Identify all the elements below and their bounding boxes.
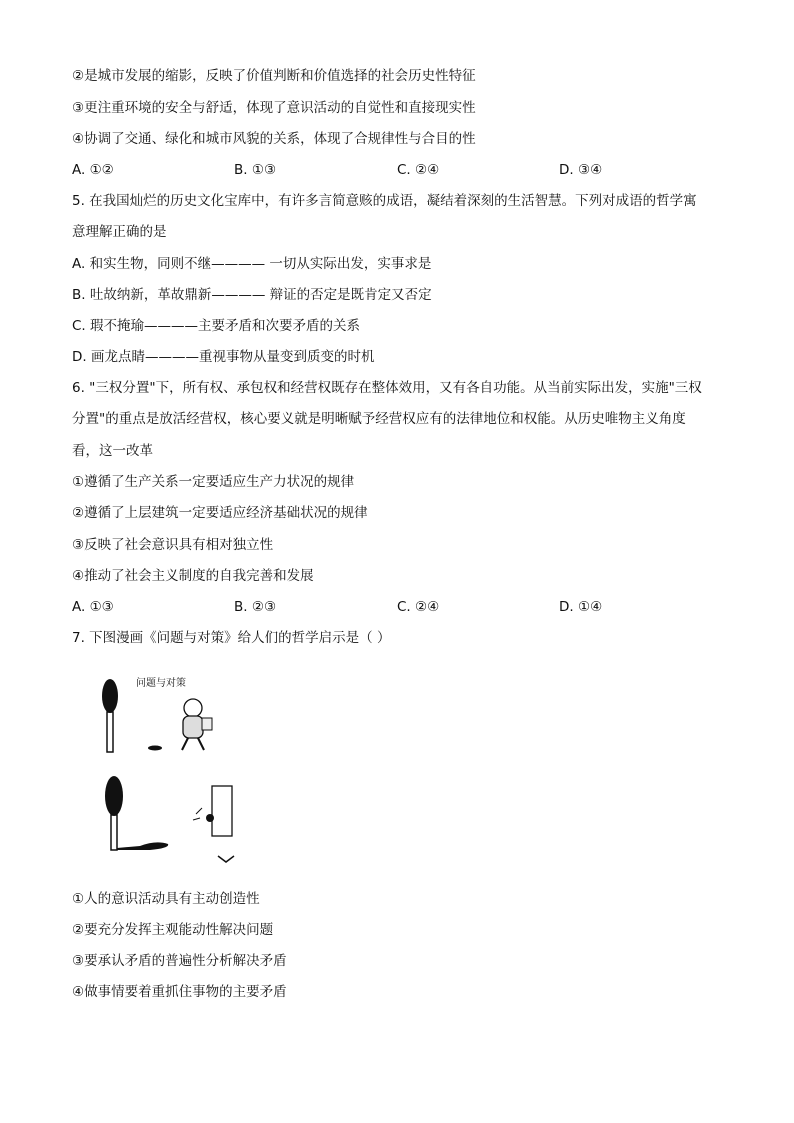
q6-stem-line-1: 6. "三权分置"下，所有权、承包权和经营权既存在整体效用，又有各自功能。从当前实际出发，实施"三权	[72, 380, 702, 396]
q4-statement-2: ②是城市发展的缩影，反映了价值判断和价值选择的社会历史性特征	[72, 68, 476, 84]
man-avoiding-icon	[193, 786, 234, 862]
q6-statement-4: ④推动了社会主义制度的自我完善和发展	[72, 568, 314, 584]
q5-option-c: C. 瑕不掩瑜————主要矛盾和次要矛盾的关系	[72, 318, 361, 334]
q4-statement-3: ③更注重环境的安全与舒适，体现了意识活动的自觉性和直接现实性	[72, 100, 476, 116]
q7-statement-2: ②要充分发挥主观能动性解决问题	[72, 922, 274, 938]
q7-stem: 7. 下图漫画《问题与对策》给人们的哲学启示是（ ）	[72, 630, 391, 646]
q4-option-b: B. ①③	[234, 162, 277, 178]
man-walking-icon	[182, 699, 212, 750]
q6-option-b: B. ②③	[234, 599, 277, 615]
cartoon-problem-and-solution	[90, 658, 250, 876]
q5-option-d: D. 画龙点睛————重视事物从量变到质变的时机	[72, 349, 375, 365]
tree-1-crown	[102, 679, 118, 713]
tree-1-trunk	[107, 712, 113, 752]
q6-statement-1: ①遵循了生产关系一定要适应生产力状况的规律	[72, 474, 355, 490]
tree-2-crown	[105, 776, 123, 816]
q6-statement-3: ③反映了社会意识具有相对独立性	[72, 537, 274, 553]
q6-option-d: D. ①④	[559, 599, 603, 615]
q6-stem-line-2: 分置"的重点是放活经营权，核心要义就是明晰赋予经营权应有的法律地位和权能。从历史唯物主义角度	[72, 411, 686, 427]
q6-statement-2: ②遵循了上层建筑一定要适应经济基础状况的规律	[72, 505, 368, 521]
q5-option-b: B. 吐故纳新，革故鼎新———— 辩证的否定是既肯定又否定	[72, 287, 432, 303]
long-shadow	[117, 842, 168, 850]
q6-option-a: A. ①③	[72, 599, 114, 615]
q5-stem-line-2: 意理解正确的是	[72, 224, 167, 240]
q6-option-c: C. ②④	[397, 599, 440, 615]
q4-option-d: D. ③④	[559, 162, 603, 178]
q7-statement-1: ①人的意识活动具有主动创造性	[72, 891, 260, 907]
q4-option-a: A. ①②	[72, 162, 114, 178]
q5-option-a: A. 和实生物，同则不继———— 一切从实际出发，实事求是	[72, 256, 432, 272]
q6-stem-line-3: 看，这一改革	[72, 443, 153, 459]
cartoon-title: 问题与对策	[136, 678, 186, 689]
q4-statement-4: ④协调了交通、绿化和城市风貌的关系，体现了合规律性与合目的性	[72, 131, 476, 147]
q7-statement-3: ③要承认矛盾的普遍性分析解决矛盾	[72, 953, 287, 969]
q7-statement-4: ④做事情要着重抓住事物的主要矛盾	[72, 984, 287, 1000]
shadow-hole-icon	[148, 746, 162, 751]
q4-option-c: C. ②④	[397, 162, 440, 178]
q5-stem-line-1: 5. 在我国灿烂的历史文化宝库中，有许多言简意赅的成语，凝结着深刻的生活智慧。下列对成语的哲学寓	[72, 193, 697, 209]
tree-2-trunk	[111, 815, 117, 850]
